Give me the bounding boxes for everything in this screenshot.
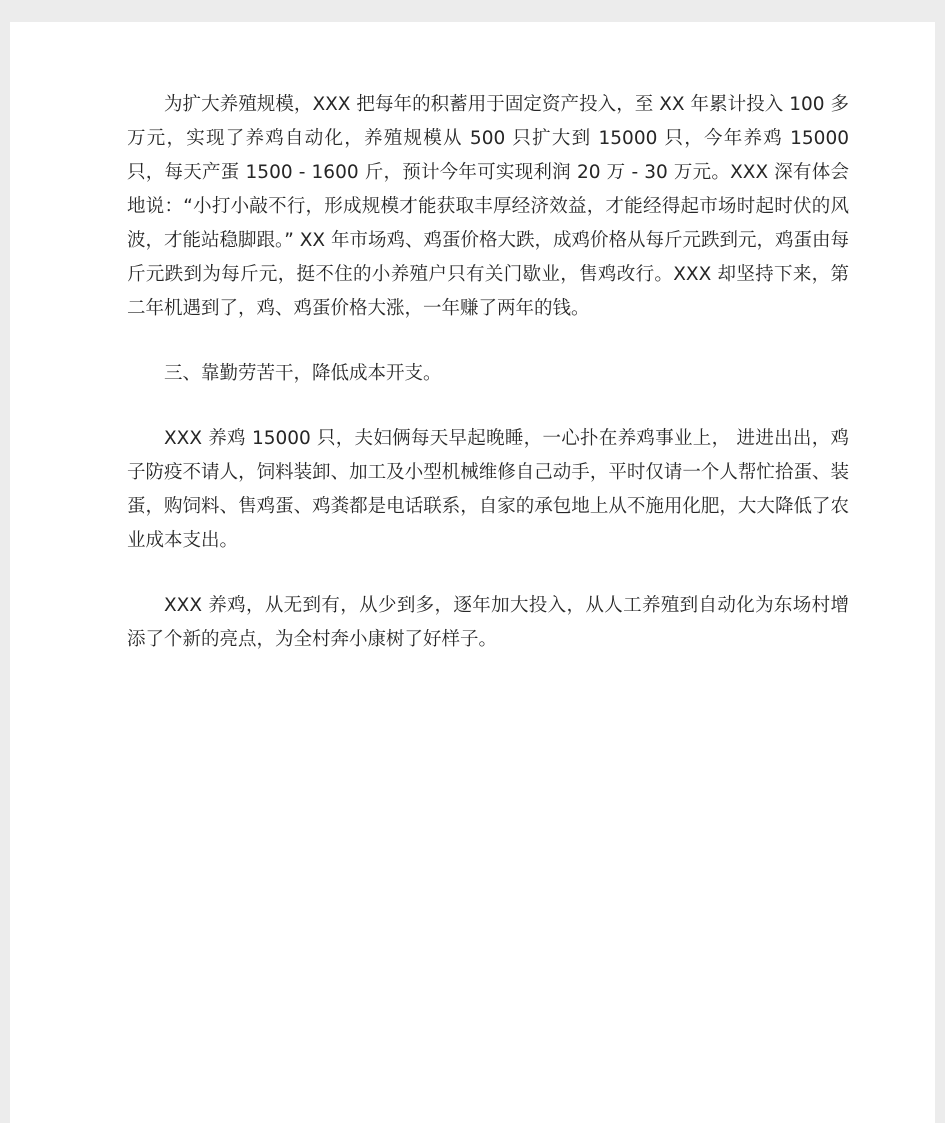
paragraph-scale-expansion: 为扩大养殖规模，XXX 把每年的积蓄用于固定资产投入，至 XX 年累计投入 100 多万元，实现了养鸡自动化，养殖规模从 500 只扩大到 15000 只，今年养鸡 15000 只，每天产蛋 1500 - 1600 斤，预计今年可实现利润 20 万 - 30 万元。XXX 深有体会地说：“小打小敲不行，形成规模才能获取丰厚经济效益，才能经得起市场时起时伏的风波，才能站稳脚跟。” XX 年市场鸡、鸡蛋价格大跌，成鸡价格从每斤元跌到元，鸡蛋由每斤元跌到为每斤元，挺不住的小养殖户只有关门歇业，售鸡改行。XXX 却坚持下来，第二年机遇到了，鸡、鸡蛋价格大涨，一年赚了两年的钱。 — [127, 94, 849, 319]
paragraph-conclusion: XXX 养鸡，从无到有，从少到多，逐年加大投入，从人工养殖到自动化为东场村增添了个新的亮点，为全村奔小康树了好样子。 — [127, 595, 849, 650]
document-page — [10, 22, 935, 1123]
section-heading-three: 三、靠勤劳苦干，降低成本开支。 — [164, 363, 442, 384]
document-body — [127, 88, 849, 688]
paragraph-cost-reduction: XXX 养鸡 15000 只，夫妇俩每天早起晚睡，一心扑在养鸡事业上， 进进出出，鸡子防疫不请人，饲料装卸、加工及小型机械维修自己动手，平时仅请一个人帮忙拾蛋、装蛋，购饲料、售鸡蛋、鸡粪都是电话联系，自家的承包地上从不施用化肥，大大降低了农业成本支出。 — [127, 428, 849, 551]
